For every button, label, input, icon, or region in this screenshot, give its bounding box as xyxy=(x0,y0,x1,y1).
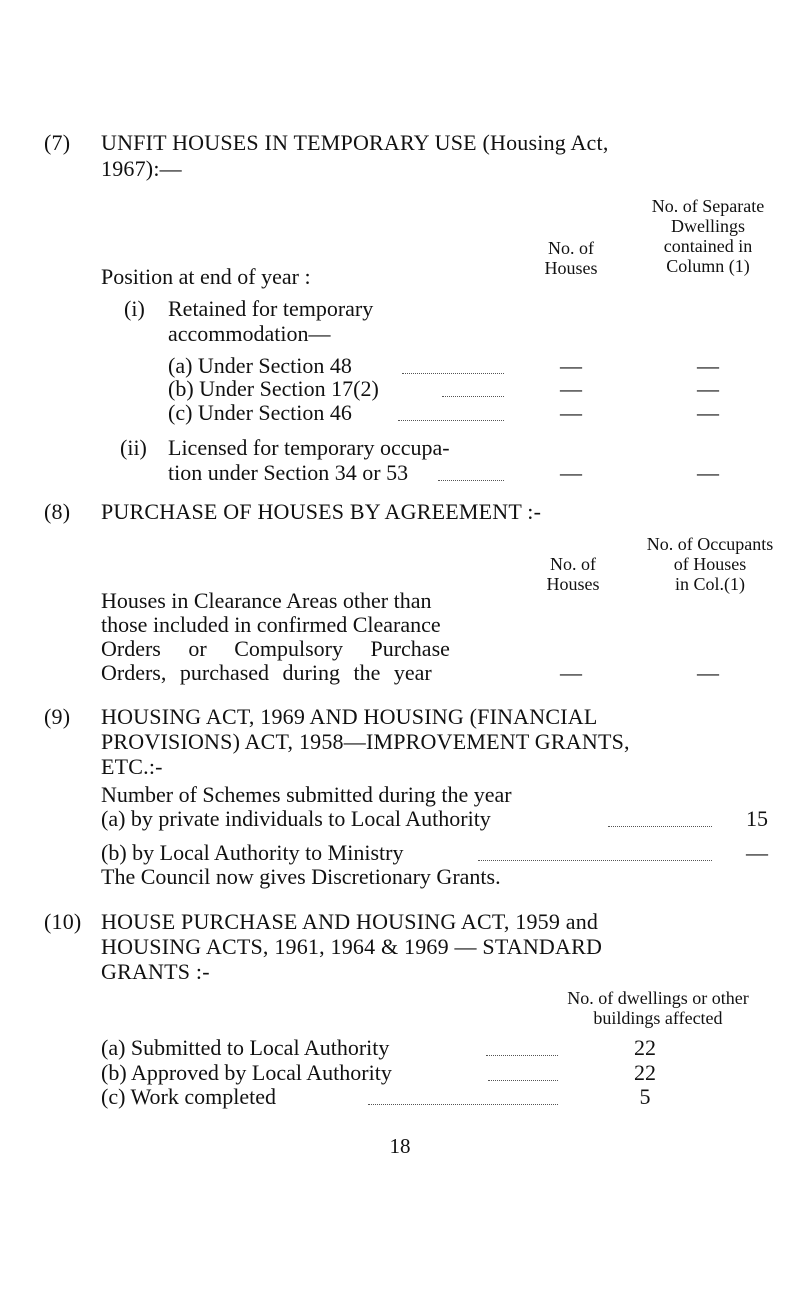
column-header-line: No. of Separate xyxy=(651,196,765,216)
item-i-text-cont: accommodation— xyxy=(168,321,331,346)
paragraph-line: Orders, purchased during the year xyxy=(101,660,432,685)
column-header-line: of Houses xyxy=(673,554,747,574)
section-heading-cont: HOUSING ACTS, 1961, 1964 & 1969 — STANDARD xyxy=(101,934,603,959)
position-label: Position at end of year : xyxy=(101,264,311,289)
section-heading: UNFIT HOUSES IN TEMPORARY USE (Housing Act, xyxy=(101,130,609,155)
row-b-value: 22 xyxy=(634,1060,656,1085)
row-a-houses: — xyxy=(560,353,582,378)
column-header-houses xyxy=(528,554,618,594)
section-number: (8) xyxy=(44,499,71,524)
leader-dots xyxy=(398,420,504,421)
column-header-line: Houses xyxy=(544,258,598,278)
paragraph-line: Orders or Compulsory Purchase xyxy=(101,636,450,661)
section-heading: HOUSE PURCHASE AND HOUSING ACT, 1959 and xyxy=(101,909,599,934)
item-ii-text: Licensed for temporary occupa- xyxy=(168,435,450,460)
row-a-dwellings: — xyxy=(697,353,719,378)
row-b-dwellings: — xyxy=(697,376,719,401)
row-b-value: — xyxy=(746,840,768,865)
column-header-line: buildings affected xyxy=(593,1008,723,1028)
column-header-line: No. of xyxy=(550,554,596,574)
leader-dots xyxy=(438,480,504,481)
row-ii-dwellings: — xyxy=(697,460,719,485)
section-heading-cont: PROVISIONS) ACT, 1958—IMPROVEMENT GRANTS, xyxy=(101,729,630,754)
page-number: 18 xyxy=(389,1134,411,1158)
section-heading-cont: ETC.:- xyxy=(101,754,163,779)
column-header-line: No. of xyxy=(548,238,594,258)
column-header-line: in Col.(1) xyxy=(675,574,745,594)
column-header-line: Column (1) xyxy=(666,256,750,276)
row-a-label: (a) Submitted to Local Authority xyxy=(101,1035,390,1060)
section-heading-cont: GRANTS :- xyxy=(101,959,210,984)
section-heading: PURCHASE OF HOUSES BY AGREEMENT :- xyxy=(101,499,542,524)
leader-dots xyxy=(478,860,712,861)
leader-dots xyxy=(608,826,712,827)
section-number: (9) xyxy=(44,704,71,729)
column-header-line: No. of Occupants xyxy=(646,534,774,554)
paragraph-line: Houses in Clearance Areas other than xyxy=(101,588,432,613)
row-c-label: (c) Work completed xyxy=(101,1084,276,1109)
item-ii-number: (ii) xyxy=(120,435,147,460)
column-header-dwellings xyxy=(536,988,780,1028)
section-number: (10) xyxy=(44,909,82,934)
leader-dots xyxy=(402,373,504,374)
paragraph-line: those included in confirmed Clearance xyxy=(101,612,441,637)
section-heading: HOUSING ACT, 1969 AND HOUSING (FINANCIAL xyxy=(101,704,598,729)
column-header-occupants xyxy=(622,534,798,594)
leader-dots xyxy=(368,1104,558,1105)
leader-dots xyxy=(488,1080,558,1081)
row-a-label: (a) Under Section 48 xyxy=(168,353,352,378)
leader-dots xyxy=(442,396,504,397)
column-header-dwellings xyxy=(628,196,788,276)
row-c-label: (c) Under Section 46 xyxy=(168,400,352,425)
intro-text: Number of Schemes submitted during the year xyxy=(101,782,512,807)
section-heading-cont: 1967):— xyxy=(101,156,182,181)
section-number: (7) xyxy=(44,130,71,155)
leader-dots xyxy=(486,1055,558,1056)
row-c-houses: — xyxy=(560,400,582,425)
row-b-label: (b) Under Section 17(2) xyxy=(168,376,379,401)
row-a-value: 22 xyxy=(634,1035,656,1060)
note-text: The Council now gives Discretionary Grants. xyxy=(101,864,501,889)
row-b-label: (b) by Local Authority to Ministry xyxy=(101,840,404,865)
row-b-houses: — xyxy=(560,376,582,401)
row-a-value: 15 xyxy=(746,806,768,831)
column-header-line: No. of dwellings or other xyxy=(567,988,749,1008)
item-i-number: (i) xyxy=(124,296,145,321)
value-houses: — xyxy=(560,660,582,685)
value-occupants: — xyxy=(697,660,719,685)
column-header-line: Dwellings xyxy=(671,216,745,236)
column-header-houses xyxy=(526,238,616,278)
row-c-value: 5 xyxy=(639,1084,651,1109)
row-b-label: (b) Approved by Local Authority xyxy=(101,1060,392,1085)
column-header-line: contained in xyxy=(663,236,753,256)
item-ii-text-cont: tion under Section 34 or 53 xyxy=(168,460,409,485)
item-i-text: Retained for temporary xyxy=(168,296,374,321)
row-a-label: (a) by private individuals to Local Authority xyxy=(101,806,491,831)
row-c-dwellings: — xyxy=(697,400,719,425)
row-ii-houses: — xyxy=(560,460,582,485)
column-header-line: Houses xyxy=(546,574,600,594)
